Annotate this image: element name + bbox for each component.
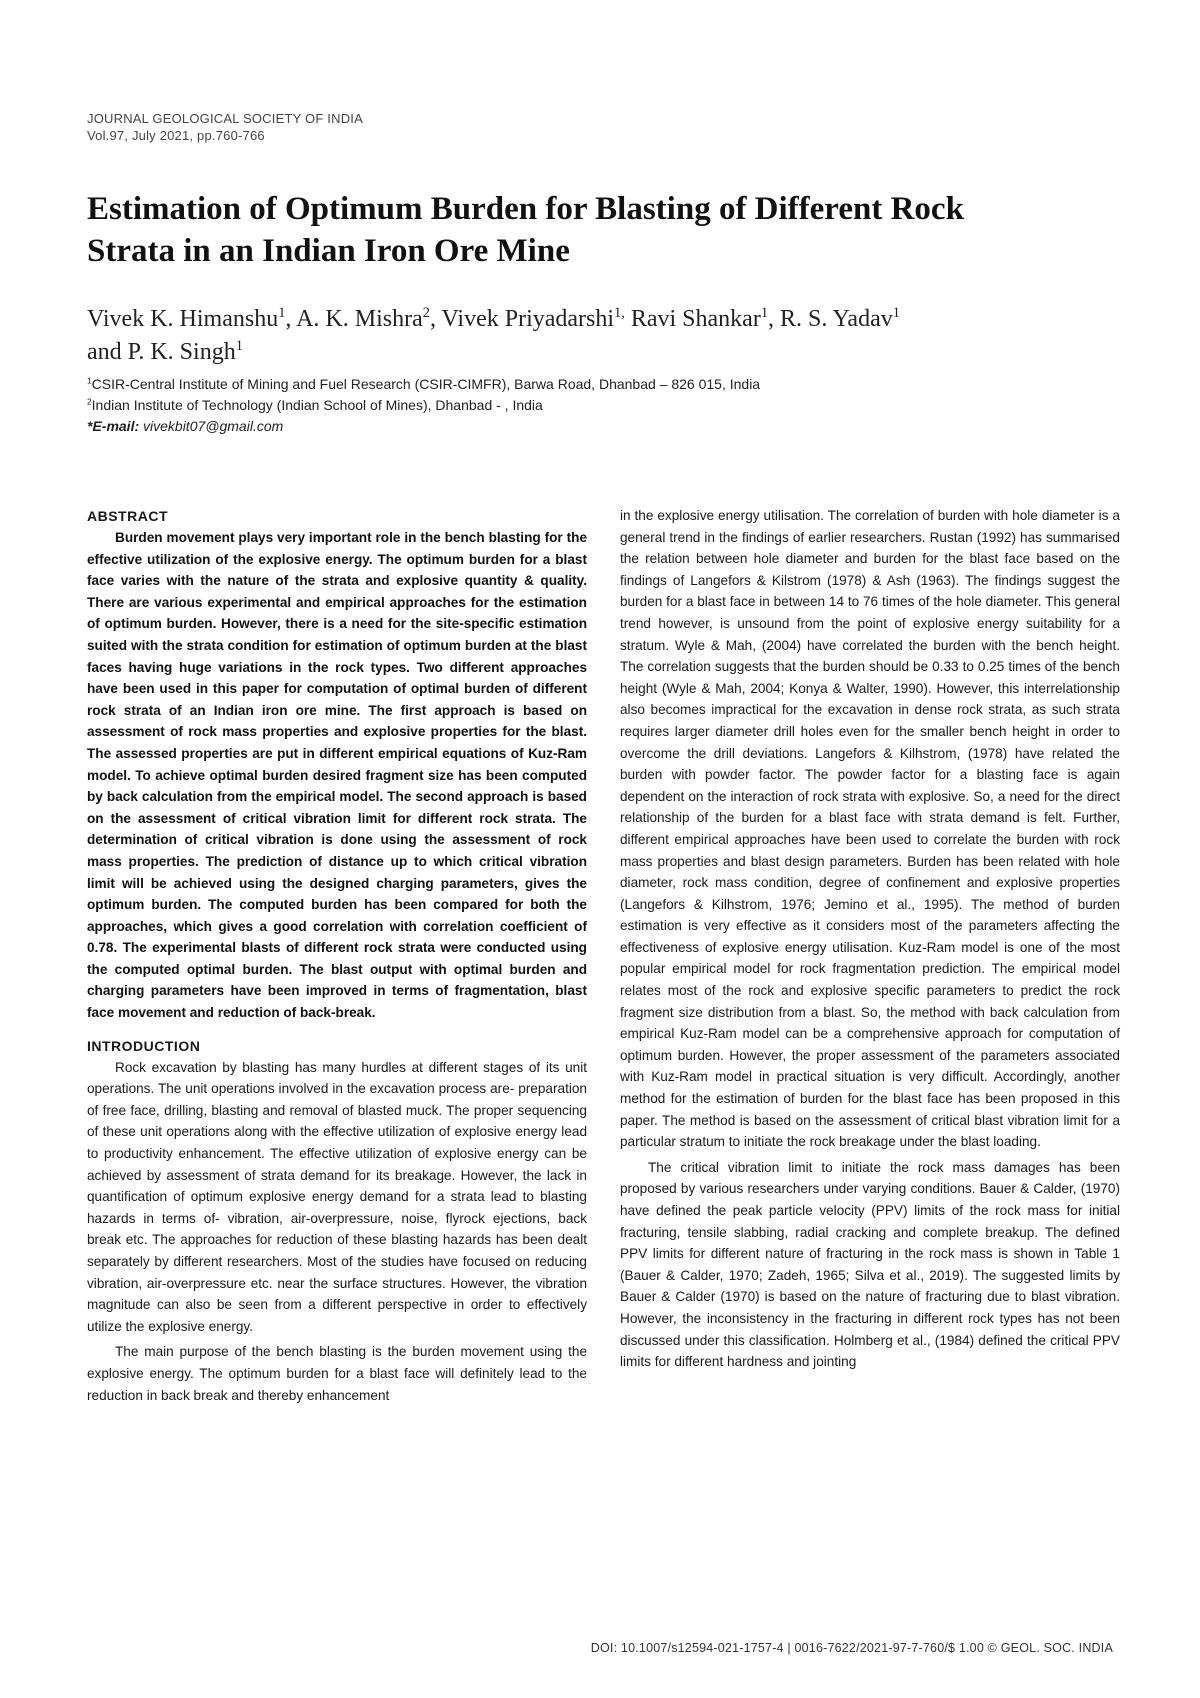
intro-paragraph-1: Rock excavation by blasting has many hurdles at different stages of its unit operations. The unit operations involved in the excavation process are- preparation of free face, drilling, blasting and removal of blasted muck. The proper sequencing of these unit operations along with the effective utilization of explosive energy lead to productivity enhancement. The effective utilization of explosive energy can be achieved by assessment of strata demand for its breakage. However, the lack in quantification of optimum explosive energy demand for a strata lead to blasting hazards in terms of- vibration, air-overpressure, noise, flyrock ejections, back break etc. The approaches for reduction of these blasting hazards has been dealt separately by different researchers. Most of the studies have focused on reducing vibration, air-overpressure etc. near the surface structures. However, the vibration magnitude can also be seen from a different perspective in order to effectively utilize the explosive energy. — [87, 1059, 587, 1334]
right-column — [620, 505, 1120, 1373]
abstract-text: Burden movement plays very important role in the bench blasting for the effective utilization of the explosive energy. The optimum burden for a blast face varies with the nature of the strata and explosive quantity & quality. There are various experimental and empirical approaches for the estimation of optimum burden. However, there is a need for the site-specific estimation suited with the strata condition for estimation of optimum burden at the blast faces having huge variations in the rock types. Two different approaches have been used in this paper for computation of optimal burden of different rock strata of an Indian iron ore mine. The first approach is based on assessment of rock mass properties and explosive properties for the blast. The assessed properties are put in different empirical equations of Kuz-Ram model. To achieve optimal burden desired fragment size has been computed by back calculation from the empirical model. The second approach is based on the assessment of critical vibration limit for different rock strata. The determination of critical vibration is done using the assessment of rock mass properties. The prediction of distance up to which critical vibration limit will be achieved using the designed charging parameters, gives the optimum burden. The computed burden has been compared for both the approaches, which gives a good correlation with correlation coefficient of 0.78. The experimental blasts of different rock strata were conducted using the computed optimal burden. The blast output with optimal burden and charging parameters have been improved in terms of fragmentation, blast face movement and reduction of back-break. — [87, 530, 587, 1021]
intro-paragraph-3: The critical vibration limit to initiate the rock mass damages has been proposed by various researchers under varying conditions. Bauer & Calder, (1970) have defined the peak particle velocity (PPV) limits of the rock mass for initial fracturing, tensile slabbing, radial cracking and complete breakup. The defined PPV limits for different nature of fracturing in the rock mass is shown in Table 1 (Bauer & Calder, 1970; Zadeh, 1965; Silva et al., 2019). The suggested limits by Bauer & Calder (1970) is based on the nature of fracturing due to blast vibration. However, the inconsistency in the fracturing in different rock types has not been discussed under this classification. Holmberg et al., (1984) defined the critical PPV limits for different hardness and jointing — [620, 1159, 1120, 1370]
doi-footer: DOI: 10.1007/s12594-021-1757-4 | 0016-7622/2021-97-7-760/$ 1.00 © GEOL. SOC. INDIA — [590, 1641, 1113, 1655]
affiliation-2-number: 2 — [87, 396, 92, 407]
author-1: Vivek K. Himanshu — [87, 306, 279, 332]
paper-title — [87, 188, 1087, 272]
affiliation-2-text: Indian Institute of Technology (Indian School of Mines), Dhanbad - , India — [91, 397, 543, 413]
author-line-2 — [87, 336, 1127, 369]
abstract-heading: ABSTRACT — [87, 508, 168, 524]
affiliation-1-text: CSIR-Central Institute of Mining and Fuel Research (CSIR-CIMFR), Barwa Road, Dhanbad – 826 015, India — [91, 376, 761, 392]
affiliation-1-number: 1 — [87, 375, 92, 386]
author-5: , R. S. Yadav — [768, 306, 893, 332]
intro-paragraph-2: The main purpose of the bench blasting is the burden movement using the explosive energy. The optimum burden for a blast face will definitely lead to the reduction in back break and thereby enhancement — [87, 1344, 587, 1403]
author-2: , A. K. Mishra — [285, 306, 423, 332]
author-3: , Vivek Priyadarshi — [429, 306, 615, 332]
title-line-1: Estimation of Optimum Burden for Blasting of Different Rock — [87, 191, 964, 227]
author-1-affil: 1 — [278, 305, 286, 321]
journal-header — [87, 111, 363, 143]
email-address[interactable]: vivekbit07@gmail.com — [143, 418, 284, 434]
title-line-2: Strata in an Indian Iron Ore Mine — [87, 233, 570, 269]
author-6: and P. K. Singh — [87, 339, 236, 365]
author-list — [87, 303, 1127, 369]
left-column — [87, 506, 587, 1406]
affiliations — [87, 374, 760, 437]
email-label: *E-mail: — [87, 418, 140, 434]
journal-volume: Vol.97, July 2021, pp.760-766 — [87, 128, 265, 143]
author-6-affil: 1 — [235, 338, 243, 354]
author-3-affil: 1, — [614, 305, 625, 321]
intro-paragraph-2-continued: in the explosive energy utilisation. The correlation of burden with hole diameter is a general trend in the findings of earlier researchers. Rustan (1992) has summarised the relation between hole diameter and burden for the blast face based on the findings of Langefors & Kilstrom (1978) & Ash (1963). The findings suggest the burden for a blast face in between 14 to 76 times of the hole diameter. This general trend however, is unsound from the point of explosive energy suitability for a stratum. Wyle & Mah, (2004) have correlated the burden with the bench height. The correlation suggests that the burden should be 0.33 to 0.25 times of the bench height (Wyle & Mah, 2004; Konya & Walter, 1990). However, this interrelationship also becomes impractical for the excavation in dense rock strata, as such strata requires larger diameter drill holes even for the smaller bench height in order to overcome the drill deviations. Langefors & Kilhstrom, (1978) have related the burden with powder factor. The powder factor for a blasting face is again dependent on the interaction of rock strata with explosive. So, a need for the direct relationship of the burden for a blast face with strata demand is felt. Further, different empirical approaches have been used to correlate the burden with rock mass properties and blast design parameters. Burden has been related with hole diameter, rock mass condition, degree of confinement and explosive properties (Langefors & Kilhstrom, 1976; Jemino et al., 1995). The method of burden estimation is very effective as it considers most of the parameters affecting the effectiveness of explosive energy utilisation. Kuz-Ram model is one of the most popular empirical model for rock fragmentation prediction. The empirical model relates most of the rock and explosive specific parameters to predict the rock fragment size distribution from a blast. So, the method with back calculation from empirical Kuz-Ram model can be a comprehensive approach for computation of optimum burden. However, the proper assessment of the parameters associated with Kuz-Ram model in practical situation is very difficult. Accordingly, another method for the estimation of burden for the blast face has been proposed in this paper. The method is based on the assessment of critical blast vibration limit for a particular stratum to initiate the rock breakage under the blast loading. — [620, 508, 1120, 1150]
introduction-heading: INTRODUCTION — [87, 1037, 201, 1054]
author-line-1 — [87, 303, 1127, 336]
author-4-affil: 1 — [760, 305, 769, 321]
author-5-affil: 1 — [892, 305, 900, 321]
author-2-affil: 2 — [422, 305, 430, 321]
corresponding-email — [87, 416, 760, 437]
affiliation-2 — [87, 395, 760, 416]
journal-name: JOURNAL GEOLOGICAL SOCIETY OF INDIA — [87, 111, 363, 126]
affiliation-1 — [87, 374, 760, 395]
author-4: Ravi Shankar — [624, 306, 761, 332]
